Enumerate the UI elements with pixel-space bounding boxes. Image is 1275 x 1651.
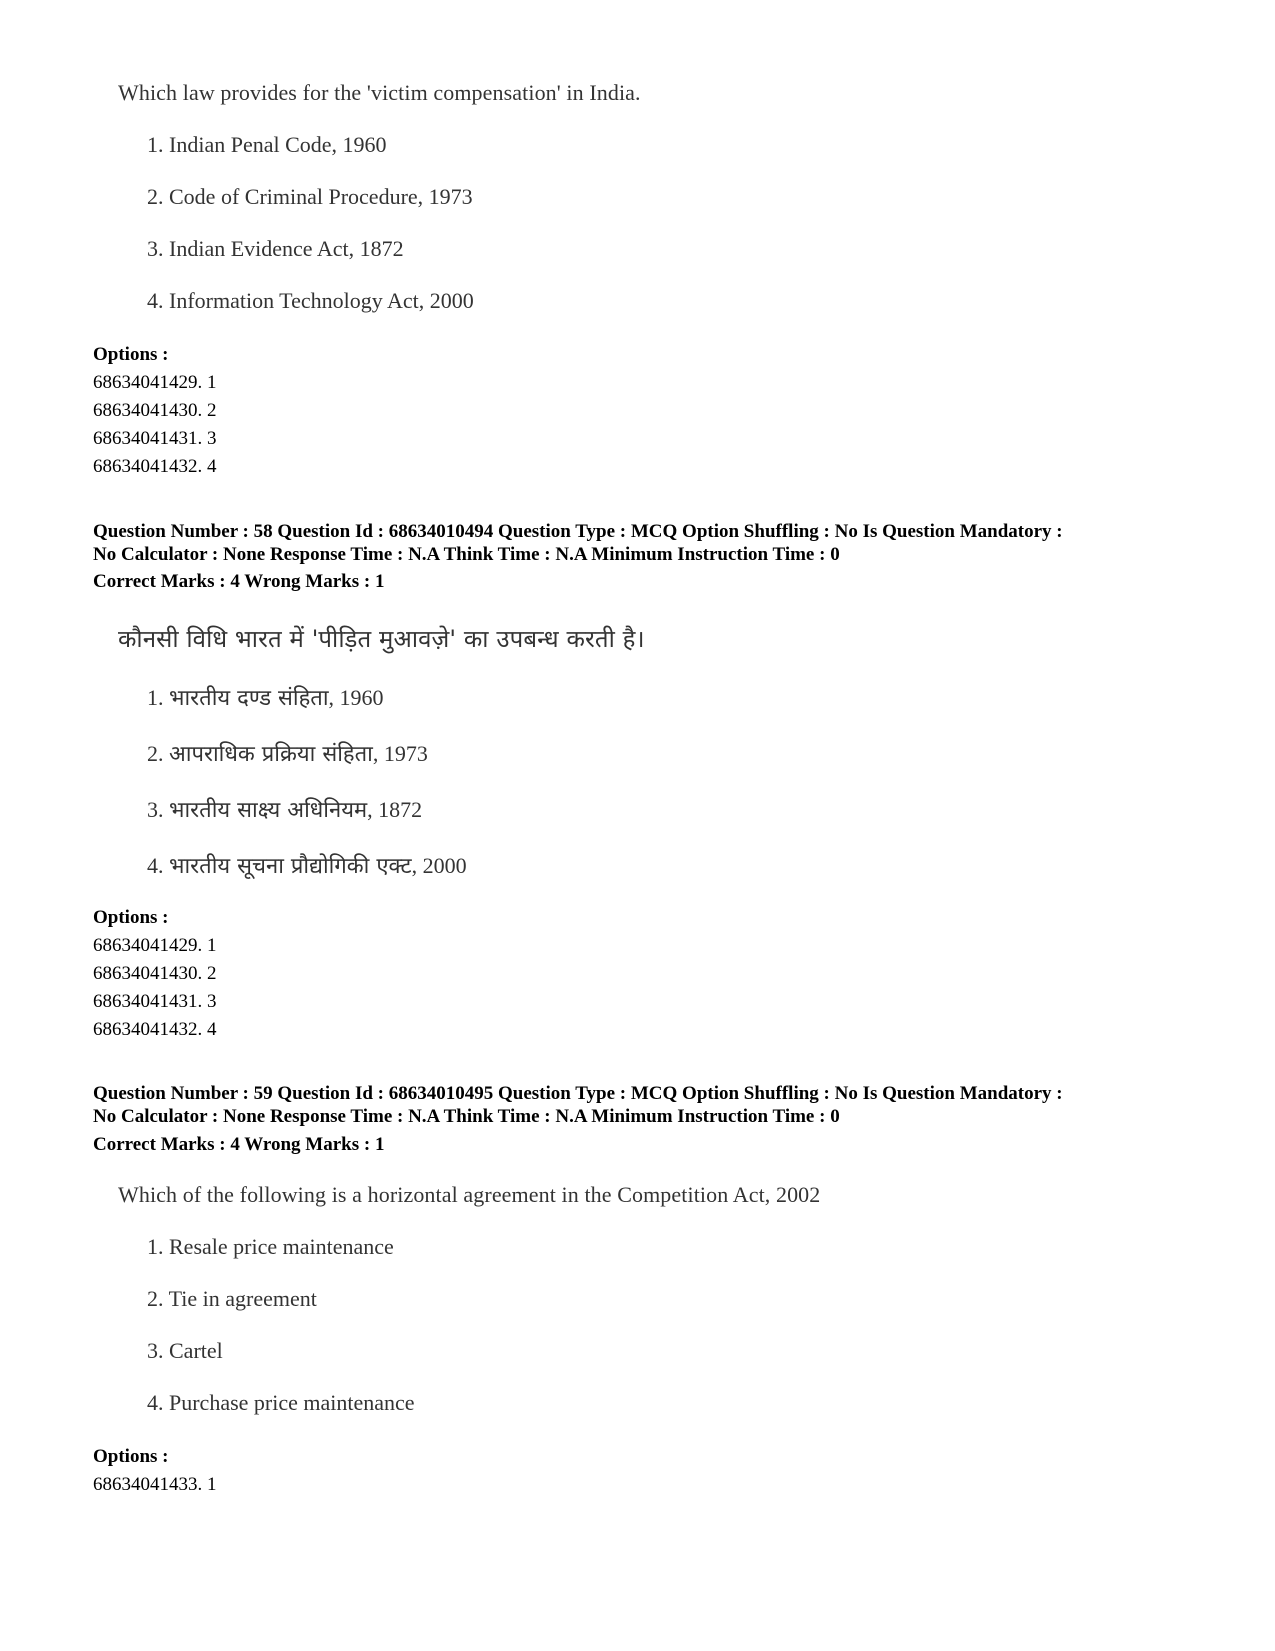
choice-text: आपराधिक प्रक्रिया संहिता	[169, 742, 373, 767]
options-title: Options :	[93, 907, 169, 928]
option-line: 68634041430. 2	[93, 963, 217, 984]
choice-3: 3. Cartel	[147, 1338, 223, 1363]
choice-number: 3.	[147, 797, 169, 822]
choice-number: 1.	[147, 685, 169, 710]
choice-year: , 1973	[372, 741, 428, 766]
choice-4: 4. Purchase price maintenance	[147, 1390, 415, 1415]
choice-2	[147, 738, 428, 768]
choice-1: 1. Indian Penal Code, 1960	[147, 132, 387, 157]
choice-4	[147, 850, 467, 880]
question-marks: Correct Marks : 4 Wrong Marks : 1	[93, 1134, 385, 1155]
question-stem: कौनसी विधि भारत में 'पीड़ित मुआवज़े' का उपबन्ध करती है।	[118, 625, 645, 653]
question-stem: Which of the following is a horizontal agreement in the Competition Act, 2002	[118, 1182, 821, 1207]
option-line: 68634041429. 1	[93, 935, 217, 956]
option-line: 68634041429. 1	[93, 372, 217, 393]
question-meta-line1: Question Number : 58 Question Id : 68634010494 Question Type : MCQ Option Shuffling : No Is Question Mandatory :	[93, 521, 1063, 542]
option-line: 68634041432. 4	[93, 456, 217, 477]
choice-year: , 2000	[411, 853, 467, 878]
choice-3	[147, 794, 422, 824]
choice-1	[147, 682, 384, 712]
question-stem: Which law provides for the 'victim compensation' in India.	[118, 80, 641, 105]
option-line: 68634041431. 3	[93, 991, 217, 1012]
choice-number: 2.	[147, 741, 169, 766]
choice-4: 4. Information Technology Act, 2000	[147, 288, 474, 313]
choice-year: , 1960	[328, 685, 384, 710]
choice-text: भारतीय सूचना प्रौद्योगिकी एक्ट	[169, 854, 412, 879]
options-title: Options :	[93, 344, 169, 365]
choice-number: 4.	[147, 853, 169, 878]
question-meta-line2: No Calculator : None Response Time : N.A Think Time : N.A Minimum Instruction Time : 0	[93, 544, 840, 565]
choice-2: 2. Code of Criminal Procedure, 1973	[147, 184, 473, 209]
question-meta-line1: Question Number : 59 Question Id : 68634010495 Question Type : MCQ Option Shuffling : No Is Question Mandatory :	[93, 1083, 1063, 1104]
option-line: 68634041432. 4	[93, 1019, 217, 1040]
question-meta-line2: No Calculator : None Response Time : N.A Think Time : N.A Minimum Instruction Time : 0	[93, 1106, 840, 1127]
choice-3: 3. Indian Evidence Act, 1872	[147, 236, 404, 261]
options-title: Options :	[93, 1446, 169, 1467]
choice-1: 1. Resale price maintenance	[147, 1234, 394, 1259]
choice-2: 2. Tie in agreement	[147, 1286, 317, 1311]
option-line: 68634041430. 2	[93, 400, 217, 421]
choice-year: , 1872	[367, 797, 423, 822]
choice-text: भारतीय दण्ड संहिता	[169, 686, 329, 711]
choice-text: भारतीय साक्ष्य अधिनियम	[169, 798, 368, 823]
question-marks: Correct Marks : 4 Wrong Marks : 1	[93, 571, 385, 592]
option-line: 68634041431. 3	[93, 428, 217, 449]
option-line: 68634041433. 1	[93, 1474, 217, 1495]
